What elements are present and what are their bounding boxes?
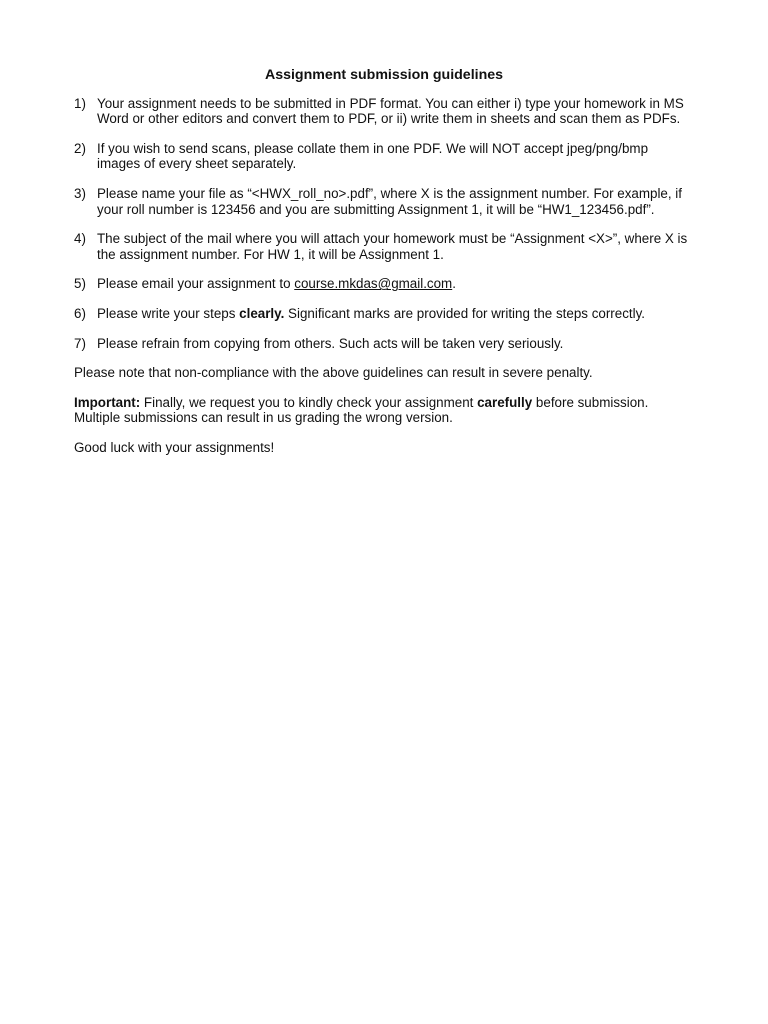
document-page: [74, 68, 694, 470]
emphasis-clearly: clearly.: [239, 305, 285, 321]
list-item-text: Please refrain from copying from others. Such acts will be taken very seriously.: [97, 335, 564, 351]
important-note: [74, 395, 694, 426]
list-item-text-prefix: Please write your steps: [97, 305, 240, 321]
list-item-text: The subject of the mail where you will attach your homework must be “Assignment <X>”, where X is the assignment number. For HW 1, it will be Assignment 1.: [97, 231, 688, 262]
penalty-note: Please note that non-compliance with the above guidelines can result in severe penalty.: [74, 365, 593, 381]
list-item-text-suffix: Significant marks are provided for writing the steps correctly.: [284, 305, 646, 321]
list-item: [74, 306, 694, 322]
list-item: [74, 186, 694, 217]
important-text-before: Finally, we request you to kindly check your assignment: [140, 394, 478, 410]
list-item-text-suffix: .: [452, 276, 456, 292]
email-link[interactable]: course.mkdas@gmail.com: [294, 276, 453, 292]
list-item-number: 5): [74, 276, 86, 292]
list-item-text: If you wish to send scans, please collate them in one PDF. We will NOT accept jpeg/png/bmp images of every sheet separately.: [97, 140, 649, 172]
important-text-after: before submission. Multiple submissions can result in us grading the wrong version.: [74, 394, 649, 426]
list-item-number: 2): [74, 140, 86, 156]
list-item: [74, 96, 694, 127]
list-item-number: 3): [74, 185, 86, 201]
list-item: [74, 336, 694, 352]
guidelines-list: [74, 96, 694, 352]
list-item: [74, 231, 694, 262]
page-title: Assignment submission guidelines: [264, 67, 504, 83]
list-item-number: 7): [74, 335, 86, 351]
list-item-number: 6): [74, 305, 86, 321]
emphasis-carefully: carefully: [477, 394, 533, 410]
list-item: [74, 141, 694, 172]
important-label: Important:: [74, 394, 141, 410]
list-item-text-prefix: Please email your assignment to: [97, 276, 295, 292]
list-item-number: 1): [74, 95, 86, 111]
closing-line: Good luck with your assignments!: [74, 439, 275, 455]
list-item-number: 4): [74, 231, 86, 247]
list-item-text: Your assignment needs to be submitted in PDF format. You can either i) type your homework in MS Word or other editors and convert them to PDF, or ii) write them in sheets and scan them as PDFs.: [97, 95, 684, 127]
list-item-text: Please name your file as “<HWX_roll_no>.pdf”, where X is the assignment number. For example, if your roll number is 123456 and you are submitting Assignment 1, it will be “HW1_123456.pdf”.: [97, 185, 682, 217]
list-item: [74, 276, 694, 292]
